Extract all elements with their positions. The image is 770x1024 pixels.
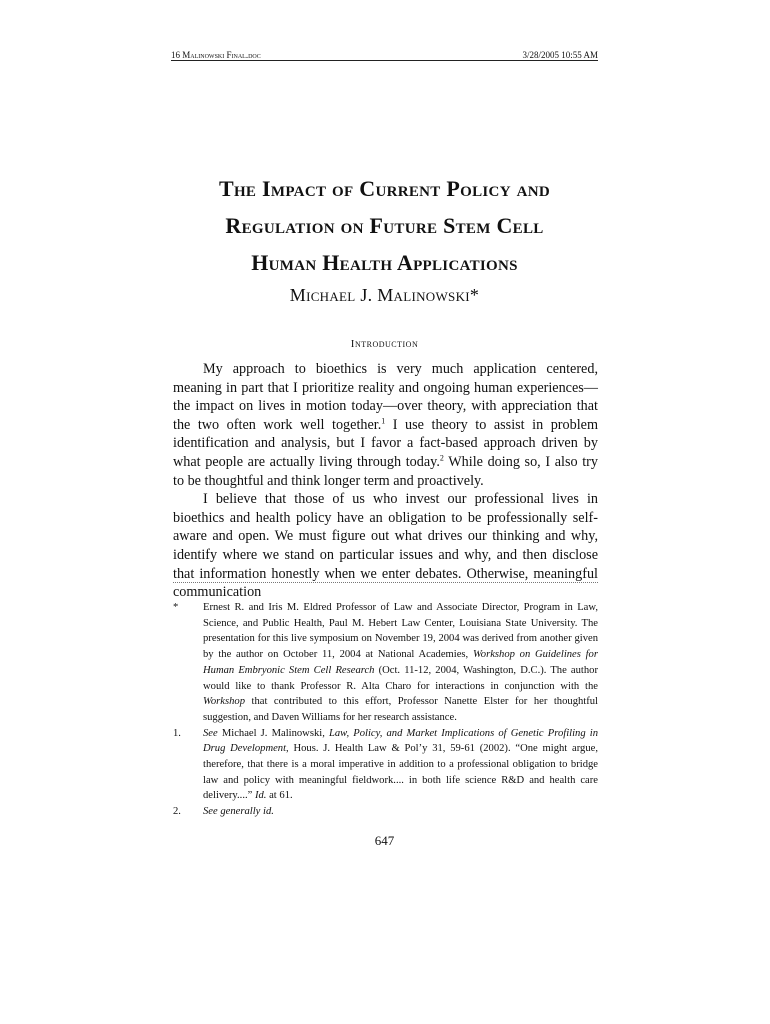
paragraph-1 <box>173 360 598 490</box>
title-line-3: Human Health Applications <box>251 250 518 275</box>
header-timestamp: 3/28/2005 10:55 AM <box>522 50 598 60</box>
header-filename: 16 Malinowski Final.doc <box>171 50 261 60</box>
header-rule <box>171 60 598 61</box>
footnotes <box>173 600 598 820</box>
title-line-1: The Impact of Current Policy and <box>218 176 551 201</box>
footnote-mark: * <box>173 602 179 613</box>
paragraph-2: I believe that those of us who invest our professional lives in bioethics and health policy have an obligation to be professionally self-aware and open. We must figure out what drives our thinking and why, identify where we stand on particular issues and why, and then disclose that information honestly when we enter debates. Otherwise, meaningful communication <box>173 491 598 601</box>
footnote-2 <box>173 804 598 820</box>
footnote-1 <box>173 726 598 805</box>
paragraph-1-part-3: While doing so, I also try to be thoughtful and think longer term and proactively. <box>173 453 598 489</box>
footnote-ref-2[interactable]: 2 <box>439 453 444 463</box>
section-heading: Introduction <box>350 338 419 350</box>
author-name: Michael J. Malinowski* <box>289 285 480 305</box>
footnote-mark: 2. <box>173 806 181 818</box>
body-text <box>173 360 598 602</box>
article-title <box>171 170 598 281</box>
paragraph-1-part-2: I use theory to assist in problem identification and analysis, but I favor a fact-based approach driven by what people are actually living through today. <box>173 416 598 470</box>
title-line-2: Regulation on Future Stem Cell <box>225 213 544 238</box>
page-number: 647 <box>374 833 395 848</box>
footnote-ref-1[interactable]: 1 <box>381 416 386 426</box>
paragraph-1-part-1: My approach to bioethics is very much application centered, meaning in part that I prioritize reality and ongoing human experiences—the impact on lives in motion today—over theory, with appreciation that the two often work well together. <box>173 361 598 433</box>
running-header <box>171 50 598 60</box>
footnote-separator <box>173 582 598 583</box>
footnote-text: See Michael J. Malinowski, Law, Policy, and Market Implications of Genetic Profiling in Drug Development, Hous. J. Health Law & Pol’y 31, 59-61 (2002). “One might argue, therefore, that there is a moral imperative in addition to a professional obligation to bridge law and policy with meaningful fieldwork.... in both life science R&D and health care delivery....” Id. at 61. <box>203 727 599 802</box>
footnote-text: See generally id. <box>203 806 274 818</box>
footnote-star <box>173 600 598 726</box>
footnote-text: Ernest R. and Iris M. Eldred Professor of Law and Associate Director, Program in Law, Science, and Public Health, Paul M. Hebert Law Center, Louisiana State University. The presentation for this live symposium on November 19, 2004 was derived from another given by the author on October 11, 2004 at National Academies, Workshop on Guidelines for Human Embryonic Stem Cell Research (Oct. 11-12, 2004, Washington, D.C.). The author would like to thank Professor R. Alta Charo for interactions in conjunction with the Workshop that contributed to this effort, Professor Nanette Elster for her thoughtful suggestion, and Daven Williams for her research assistance. <box>203 602 598 723</box>
footnote-mark: 1. <box>173 727 181 739</box>
